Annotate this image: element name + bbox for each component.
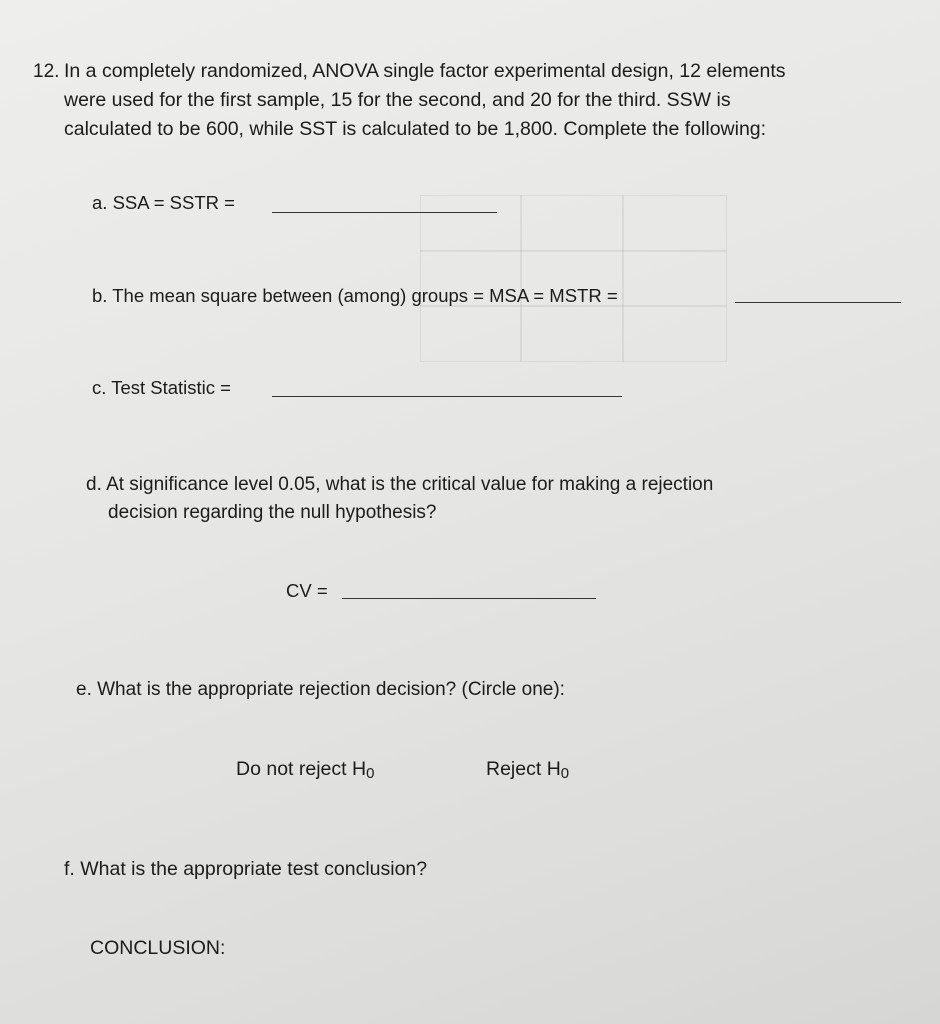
bleed-through-table <box>420 195 727 362</box>
conclusion-label: CONCLUSION: <box>90 937 226 959</box>
part-e-text: e. What is the appropriate rejection decision? (Circle one): <box>76 679 565 700</box>
bleed-through-divider <box>622 195 624 362</box>
option-do-not-reject[interactable] <box>236 760 374 780</box>
bleed-through-divider <box>520 195 522 362</box>
option-do-not-reject-label: Do not reject H <box>236 758 367 780</box>
part-c-answer-blank <box>272 396 622 397</box>
part-a-label: a. SSA = SSTR = <box>92 192 235 213</box>
cv-answer-blank <box>342 598 596 599</box>
cv-label: CV = <box>286 580 328 601</box>
part-b-label: b. The mean square between (among) groups = MSA = MSTR = <box>92 285 618 306</box>
option-reject-label: Reject H <box>486 758 561 780</box>
part-f-text: f. What is the appropriate test conclusion? <box>64 858 428 880</box>
part-d-text-line-2: decision regarding the null hypothesis? <box>108 502 437 523</box>
bleed-through-divider <box>420 250 727 252</box>
part-d-text-line-1: d. At significance level 0.05, what is the critical value for making a rejection <box>86 474 714 495</box>
question-number: 12. <box>33 61 60 82</box>
question-text-line-3: calculated to be 600, while SST is calculated to be 1,800. Complete the following: <box>64 118 767 140</box>
h-null-subscript: 0 <box>560 765 570 782</box>
question-text-line-2: were used for the first sample, 15 for the second, and 20 for the third. SSW is <box>64 89 731 111</box>
part-c-label: c. Test Statistic = <box>92 377 231 398</box>
question-text-line-1: In a completely randomized, ANOVA single factor experimental design, 12 elements <box>64 60 786 82</box>
option-reject[interactable] <box>486 760 569 780</box>
part-a-answer-blank <box>272 212 497 213</box>
part-b-answer-blank <box>735 302 901 303</box>
h-null-subscript: 0 <box>366 765 375 782</box>
